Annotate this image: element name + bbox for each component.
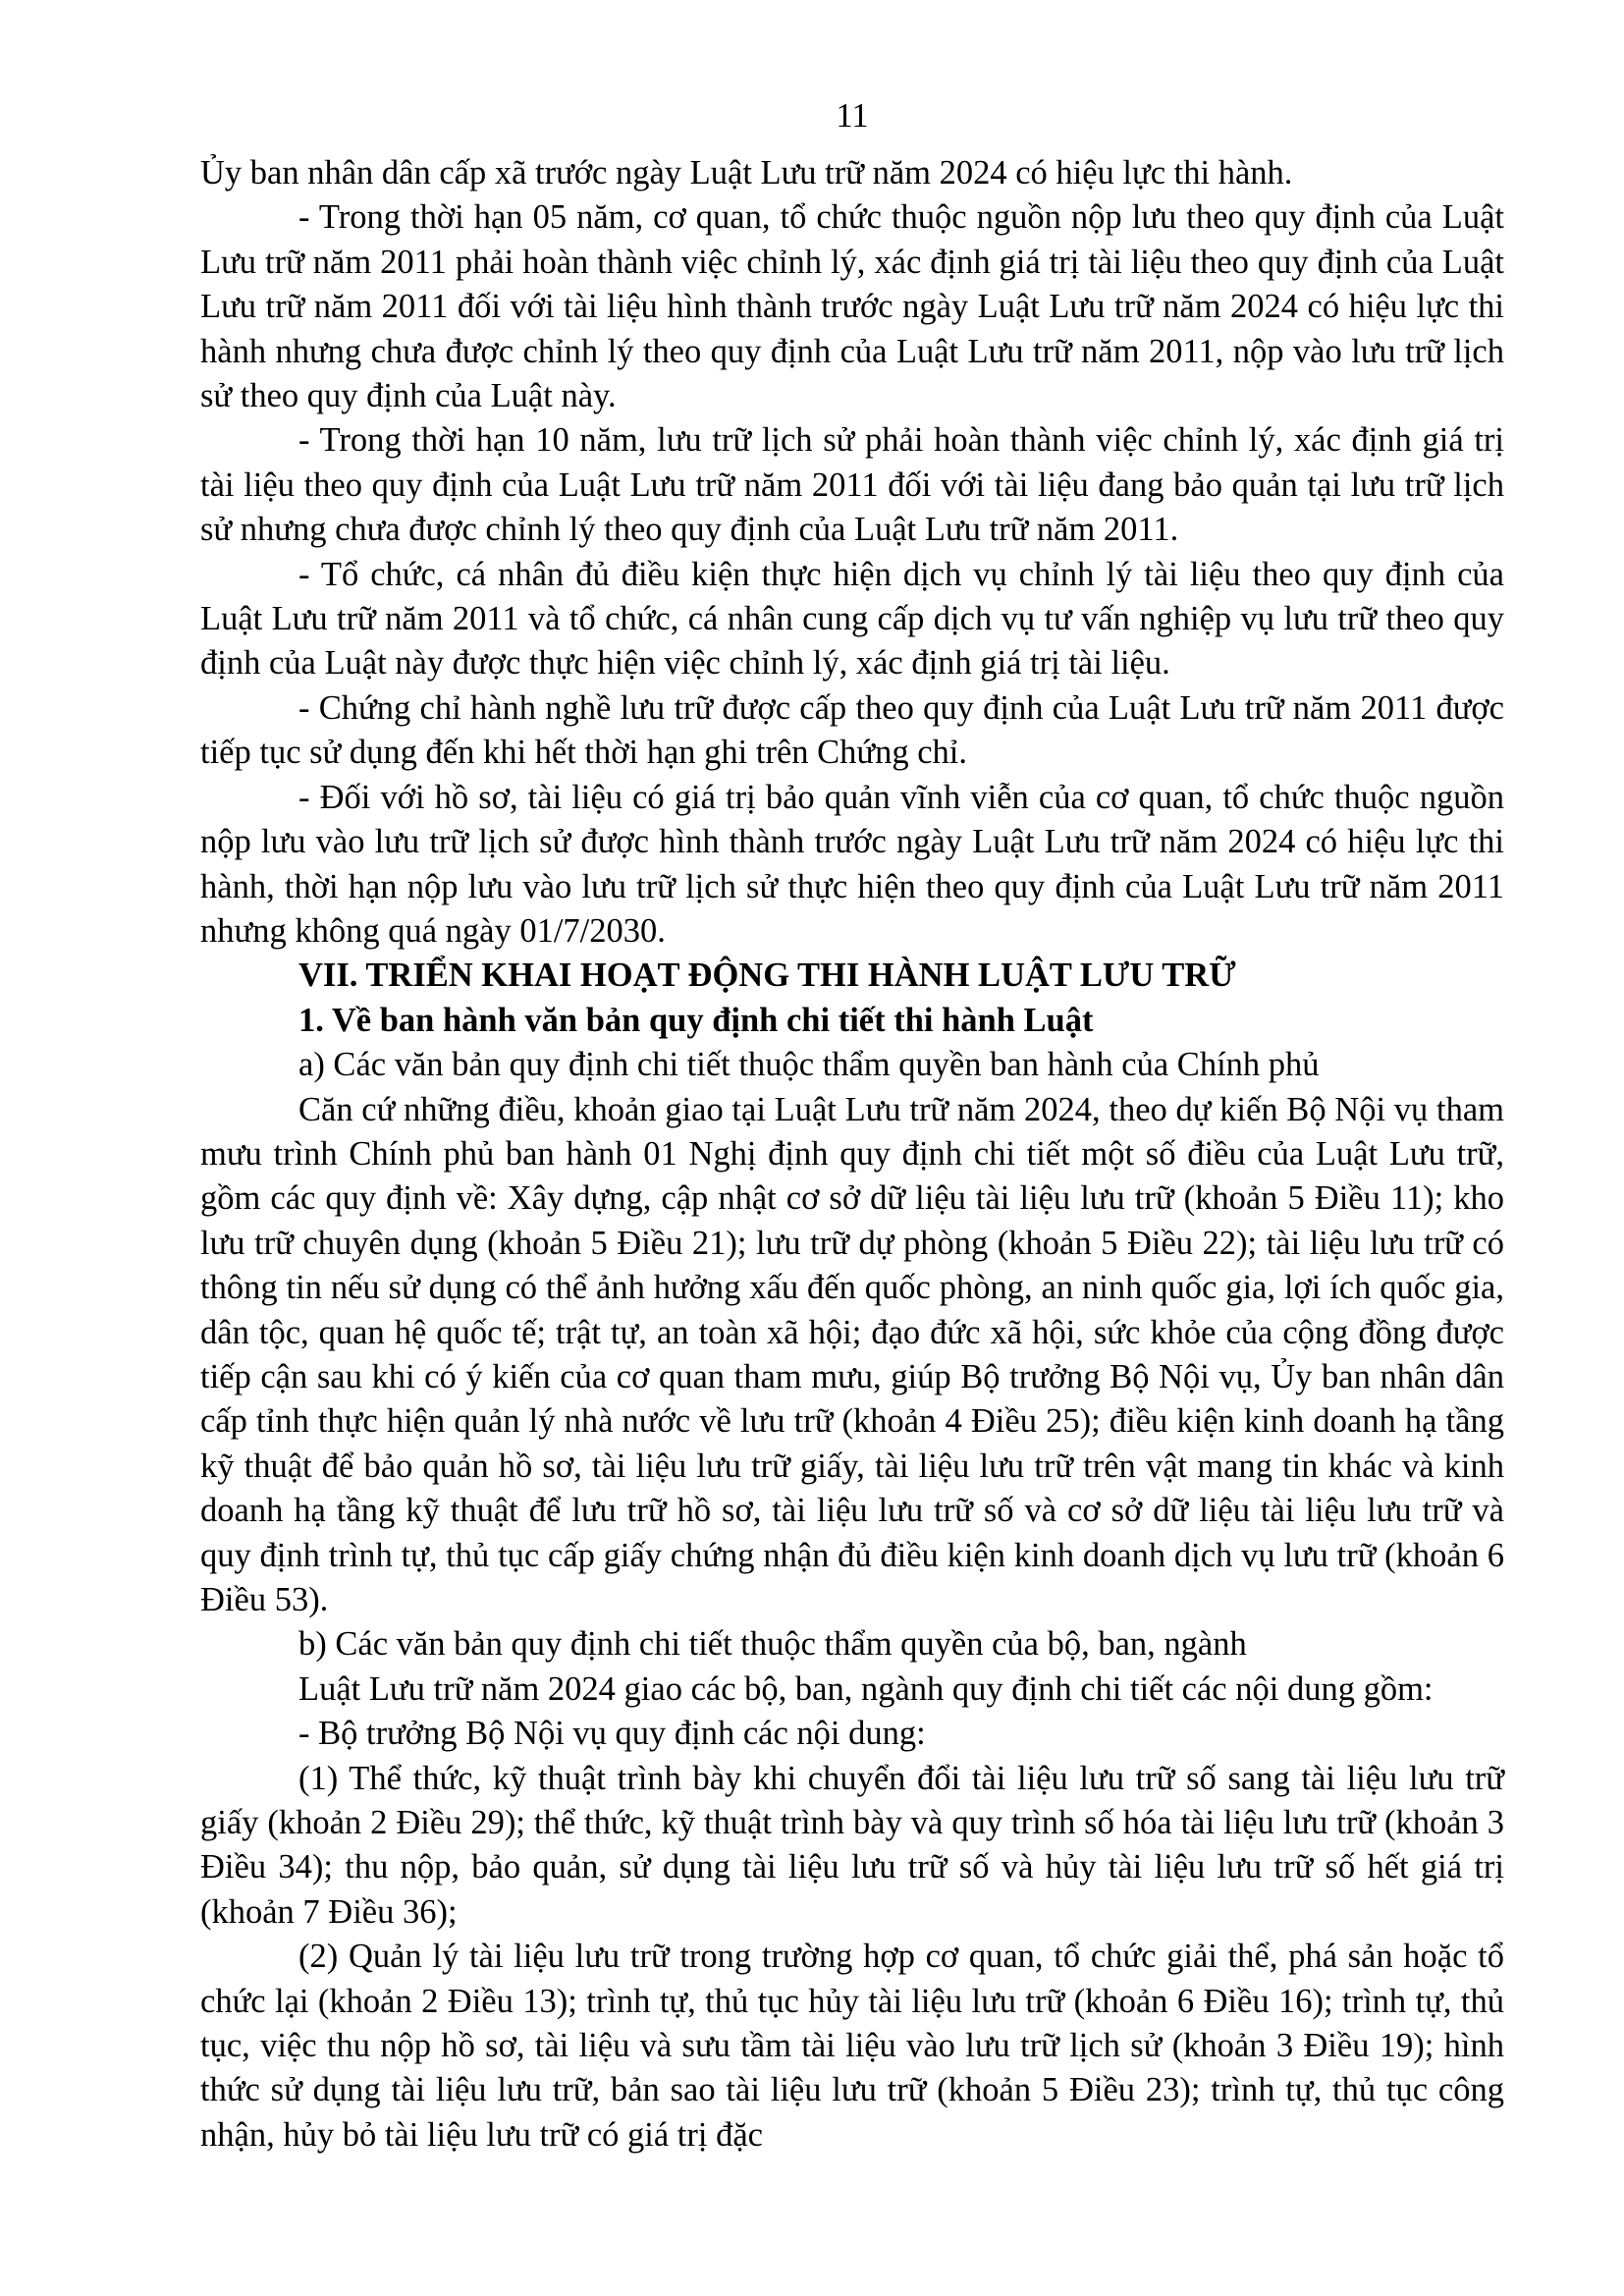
paragraph: - Đối với hồ sơ, tài liệu có giá trị bảo quản vĩnh viễn của cơ quan, tổ chức thuộc nguồn nộp lưu vào lưu trữ lịch sử được hình thành trước ngày Luật Lưu trữ năm 2024 có hiệu lực thi hành, thời hạn nộp lưu vào lưu trữ lịch sử thực hiện theo quy định của Luật Lưu trữ năm 2011 nhưng không quá ngày 01/7/2030. — [200, 778, 1504, 950]
document-page — [200, 94, 1504, 2158]
paragraph: a) Các văn bản quy định chi tiết thuộc thẩm quyền ban hành của Chính phủ — [298, 1046, 1320, 1084]
paragraph: (1) Thể thức, kỹ thuật trình bày khi chuyển đổi tài liệu lưu trữ số sang tài liệu lưu trữ giấy (khoản 2 Điều 29); thể thức, kỹ thuật trình bày và quy trình số hóa tài liệu lưu trữ (khoản 3 Điều 34); thu nộp, bảo quản, sử dụng tài liệu lưu trữ số và hủy tài liệu lưu trữ số hết giá trị (khoản 7 Điều 36); — [200, 1759, 1504, 1931]
paragraph: b) Các văn bản quy định chi tiết thuộc thẩm quyền của bộ, ban, ngành — [298, 1625, 1247, 1664]
paragraph: - Tổ chức, cá nhân đủ điều kiện thực hiện dịch vụ chỉnh lý tài liệu theo quy định của Luật Lưu trữ năm 2011 và tổ chức, cá nhân cung cấp dịch vụ tư vấn nghiệp vụ lưu trữ theo quy định của Luật này được thực hiện việc chỉnh lý, xác định giá trị tài liệu. — [200, 555, 1504, 683]
page-number: 11 — [836, 97, 869, 135]
paragraph: Căn cứ những điều, khoản giao tại Luật Lưu trữ năm 2024, theo dự kiến Bộ Nội vụ tham mưu trình Chính phủ ban hành 01 Nghị định quy định chi tiết một số điều của Luật Lưu trữ, gồm các quy định về: Xây dựng, cập nhật cơ sở dữ liệu tài liệu lưu trữ (khoản 5 Điều 11); kho lưu trữ chuyên dụng (khoản 5 Điều 21); lưu trữ dự phòng (khoản 5 Điều 22); tài liệu lưu trữ có thông tin nếu sử dụng có thể ảnh hưởng xấu đến quốc phòng, an ninh quốc gia, lợi ích quốc gia, dân tộc, quan hệ quốc tế; trật tự, an toàn xã hội; đạo đức xã hội, sức khỏe của cộng đồng được tiếp cận sau khi có ý kiến của cơ quan tham mưu, giúp Bộ trưởng Bộ Nội vụ, Ủy ban nhân dân cấp tỉnh thực hiện quản lý nhà nước về lưu trữ (khoản 4 Điều 25); điều kiện kinh doanh hạ tầng kỹ thuật để bảo quản hồ sơ, tài liệu lưu trữ giấy, tài liệu lưu trữ trên vật mang tin khác và kinh doanh hạ tầng kỹ thuật để lưu trữ hồ sơ, tài liệu lưu trữ số và cơ sở dữ liệu tài liệu lưu trữ và quy định trình tự, thủ tục cấp giấy chứng nhận đủ điều kiện kinh doanh dịch vụ lưu trữ (khoản 6 Điều 53). — [200, 1090, 1504, 1618]
paragraph: Luật Lưu trữ năm 2024 giao các bộ, ban, ngành quy định chi tiết các nội dung gồm: — [298, 1669, 1434, 1708]
paragraph: - Trong thời hạn 05 năm, cơ quan, tổ chức thuộc nguồn nộp lưu theo quy định của Luật Lưu trữ năm 2011 phải hoàn thành việc chỉnh lý, xác định giá trị tài liệu theo quy định của Luật Lưu trữ năm 2011 đối với tài liệu hình thành trước ngày Luật Lưu trữ năm 2024 có hiệu lực thi hành nhưng chưa được chỉnh lý theo quy định của Luật Lưu trữ năm 2011, nộp vào lưu trữ lịch sử theo quy định của Luật này. — [200, 198, 1504, 415]
paragraph: - Trong thời hạn 10 năm, lưu trữ lịch sử phải hoàn thành việc chỉnh lý, xác định giá trị tài liệu theo quy định của Luật Lưu trữ năm 2011 đối với tài liệu đang bảo quản tại lưu trữ lịch sử nhưng chưa được chỉnh lý theo quy định của Luật Lưu trữ năm 2011. — [200, 421, 1504, 549]
paragraph: - Chứng chỉ hành nghề lưu trữ được cấp theo quy định của Luật Lưu trữ năm 2011 được tiếp tục sử dụng đến khi hết thời hạn ghi trên Chứng chỉ. — [200, 688, 1504, 772]
section-heading: VII. TRIỂN KHAI HOẠT ĐỘNG THI HÀNH LUẬT LƯU TRỮ — [298, 957, 1236, 995]
document-body — [200, 151, 1504, 2158]
subsection-heading: 1. Về ban hành văn bản quy định chi tiết thi hành Luật — [298, 1001, 1094, 1039]
paragraph: Ủy ban nhân dân cấp xã trước ngày Luật Lưu trữ năm 2024 có hiệu lực thi hành. — [200, 154, 1293, 191]
paragraph: (2) Quản lý tài liệu lưu trữ trong trường hợp cơ quan, tổ chức giải thể, phá sản hoặc tổ chức lại (khoản 2 Điều 13); trình tự, thủ tục hủy tài liệu lưu trữ (khoản 6 Điều 16); trình tự, thủ tục, việc thu nộp hồ sơ, tài liệu và sưu tầm tài liệu vào lưu trữ lịch sử (khoản 3 Điều 19); hình thức sử dụng tài liệu lưu trữ, bản sao tài liệu lưu trữ (khoản 5 Điều 23); trình tự, thủ tục công nhận, hủy bỏ tài liệu lưu trữ có giá trị đặc — [200, 1938, 1504, 2154]
paragraph: - Bộ trưởng Bộ Nội vụ quy định các nội dung: — [298, 1715, 926, 1753]
